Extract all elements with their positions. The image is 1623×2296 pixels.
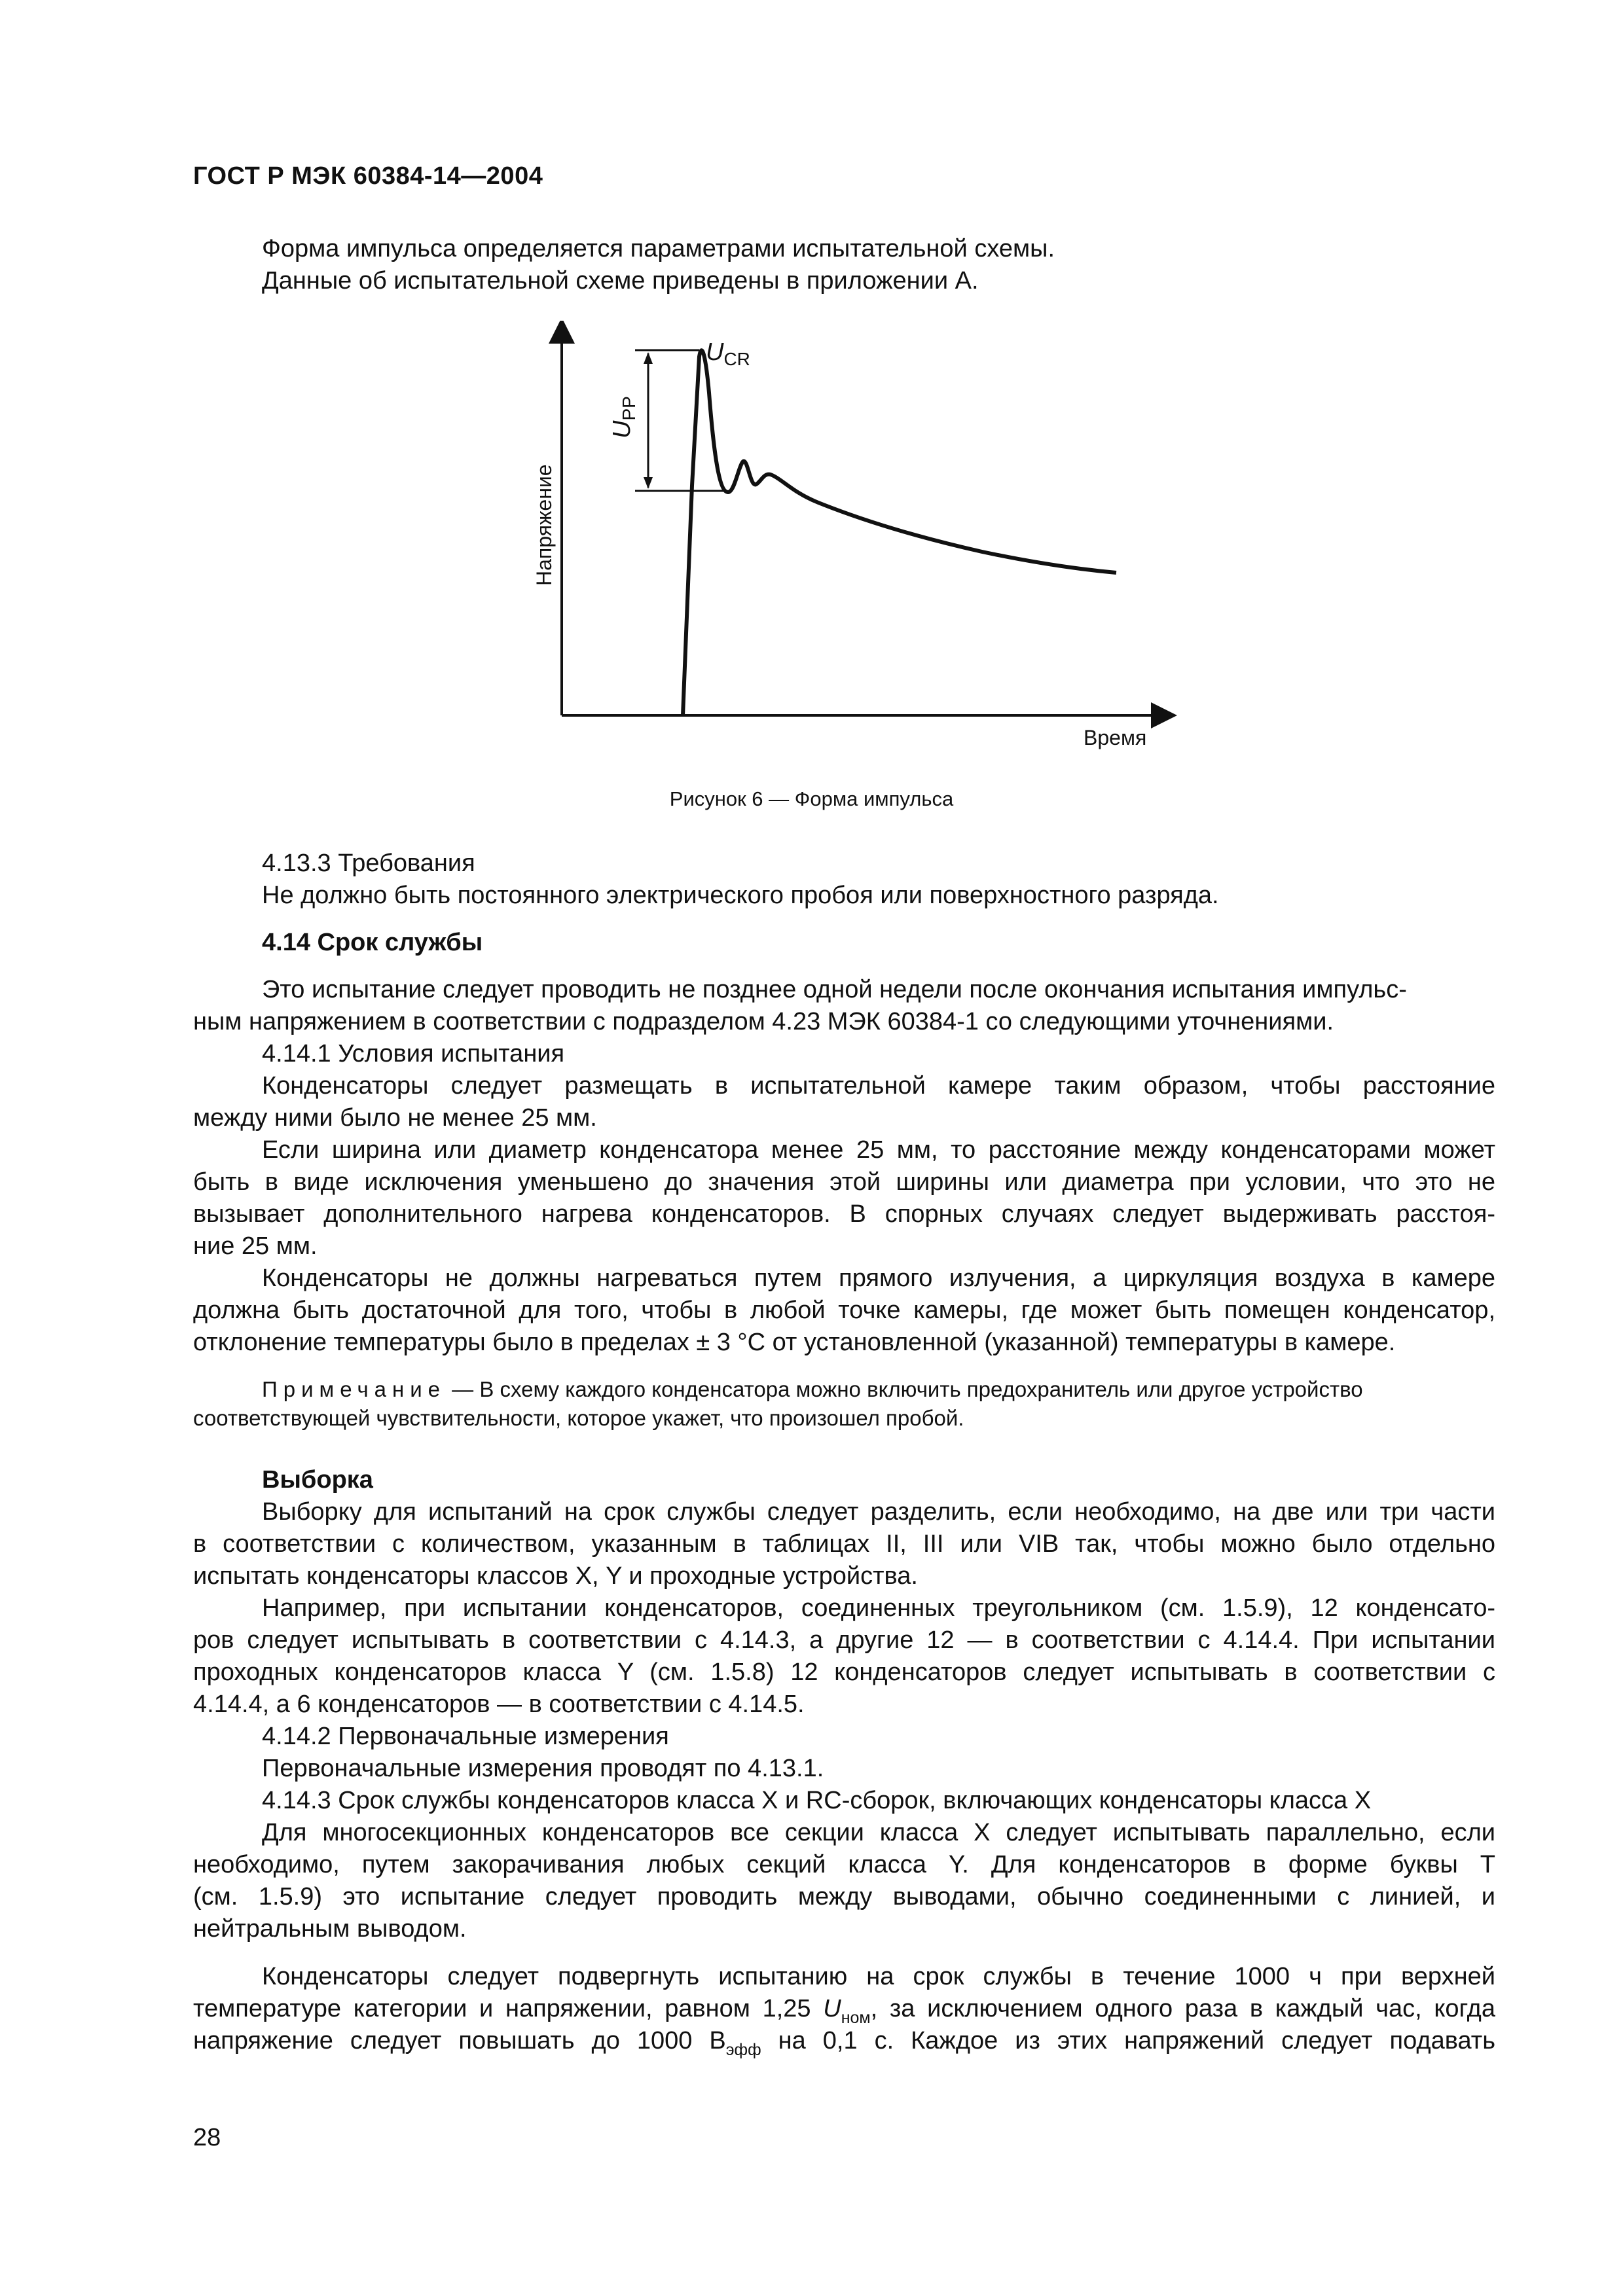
sampling-p1-line-1: Выборку для испытаний на срок службы следует разделить, если необходимо, на две или три части [262,1498,1495,1526]
upp-arrow-bottom [644,477,653,489]
s414-p2-line-1: Конденсаторы следует размещать в испытательной камере таким образом, чтобы расстояние [262,1072,1495,1100]
note-line-2: соответствующей чувствительности, которое укажет, что произошел пробой. [193,1406,964,1430]
intro-line-1: Форма импульса определяется параметрами испытательной схемы. [262,235,1055,262]
pulse-curve [683,350,1116,715]
section-4-13-3-title: 4.13.3 Требования [262,850,475,877]
note-line-1 [262,1373,1495,1406]
upp-arrow-top [644,352,653,364]
s414-p3-line-2: быть в виде исключения уменьшено до значения этой ширины или диаметра при условии, что это не [193,1168,1495,1196]
s4143-p1-line-3: (см. 1.5.9) это испытание следует проводить между выводами, обычно соединенными с линией, и [193,1883,1495,1910]
section-4-14-2-title: 4.14.2 Первоначальные измерения [262,1723,669,1750]
sampling-title: Выборка [262,1466,373,1494]
s414-p3-line-4: ние 25 мм. [193,1232,318,1260]
s4143-p2-line-3-text-b: на 0,1 с. Каждое из этих напряжений следует подавать [761,2027,1496,2054]
y-axis-label: Напряжение [532,464,556,586]
section-4-14-2-text: Первоначальные измерения проводят по 4.13.1. [262,1755,824,1782]
s414-p3-line-1: Если ширина или диаметр конденсатора менее 25 мм, то расстояние между конденсаторами может [262,1136,1495,1164]
section-4-13-3-text: Не должно быть постоянного электрического пробоя или поверхностного разряда. [262,882,1219,909]
s414-p2-line-2: между ними было не менее 25 мм. [193,1104,597,1132]
s4143-p2-line-3 [193,2024,1495,2066]
s4143-p2-line-1: Конденсаторы следует подвергнуть испытанию на срок службы в течение 1000 ч при верхней [262,1963,1495,1990]
s4143-p1-line-4: нейтральным выводом. [193,1915,467,1943]
ucr-label: $U_{CR}$ [706,338,750,369]
s414-p4-line-3: отклонение температуры было в пределах ± 3 °С от установленной (указанной) температуры в камере. [193,1329,1396,1356]
sampling-p2-line-3: проходных конденсаторов класса Y (см. 1.5.8) 12 конденсаторов следует испытывать в соответствии с [193,1659,1495,1686]
s414-p1-line-1: Это испытание следует проводить не позднее одной недели после окончания испытания импульс- [262,976,1407,1003]
note-label: Примечание [262,1377,447,1401]
s414-p4-line-2: должна быть достаточной для того, чтобы в любой точке камеры, где может быть помещен конденсатор, [193,1297,1495,1324]
s4143-p2-line-2-text-b: , за исключением одного раза в каждый час, когда [870,1995,1495,2022]
section-4-14-3-title: 4.14.3 Срок службы конденсаторов класса Х и RC-сборок, включающих конденсаторы класса Х [262,1787,1372,1814]
sampling-p1-line-2: в соответствии с количеством, указанным в таблицах II, III или VIB так, чтобы можно было отдельно [193,1530,1495,1558]
note-text-1: — В схему каждого конденсатора можно включить предохранитель или другое устройство [446,1377,1363,1401]
pulse-shape-figure [517,321,1178,766]
s4143-p2-line-3-text-a: напряжение следует повышать до 1000 В [193,2027,726,2054]
section-4-14-title: 4.14 Срок службы [262,929,483,956]
intro-line-2: Данные об испытательной схеме приведены в приложении А. [262,267,979,295]
x-axis-label: Время [1084,726,1147,749]
s414-p1-line-2: ным напряжением в соответствии с подразделом 4.23 МЭК 60384-1 со следующими уточнениями. [193,1008,1334,1035]
page-number: 28 [193,2124,221,2151]
sampling-p2-line-4: 4.14.4, а 6 конденсаторов — в соответствии с 4.14.5. [193,1691,805,1718]
sampling-p1-line-3: испытать конденсаторы классов Х, Y и проходные устройства. [193,1562,918,1590]
s4143-p2-line-2-text-a: температуре категории и напряжении, равном 1,25 [193,1995,824,2022]
rms-subscript: эфф [725,2041,761,2059]
s414-p4-line-1: Конденсаторы не должны нагреваться путем прямого излучения, а циркуляция воздуха в камере [262,1265,1495,1292]
s414-p3-line-3: вызывает дополнительного нагрева конденсаторов. В спорных случаях следует выдерживать расстоя- [193,1200,1495,1228]
document-header: ГОСТ Р МЭК 60384-14—2004 [193,162,543,190]
figure-caption: Рисунок 6 — Форма импульса [669,787,954,810]
upp-label: $U_{PP}$ [608,396,639,439]
s4143-p1-line-1: Для многосекционных конденсаторов все секции класса Х следует испытывать параллельно, если [262,1819,1495,1846]
u-nominal-subscript: ном [841,2009,871,2027]
sampling-p2-line-2: ров следует испытывать в соответствии с 4.14.3, а другие 12 — в соответствии с 4.14.4. При испытании [193,1626,1495,1654]
s4143-p1-line-2: необходимо, путем закорачивания любых секций класса Y. Для конденсаторов в форме буквы Т [193,1851,1495,1878]
u-nominal-symbol: U [823,1995,841,2022]
section-4-14-1-title: 4.14.1 Условия испытания [262,1040,565,1067]
sampling-p2-line-1: Например, при испытании конденсаторов, соединенных треугольником (см. 1.5.9), 12 конденсато- [262,1594,1495,1622]
